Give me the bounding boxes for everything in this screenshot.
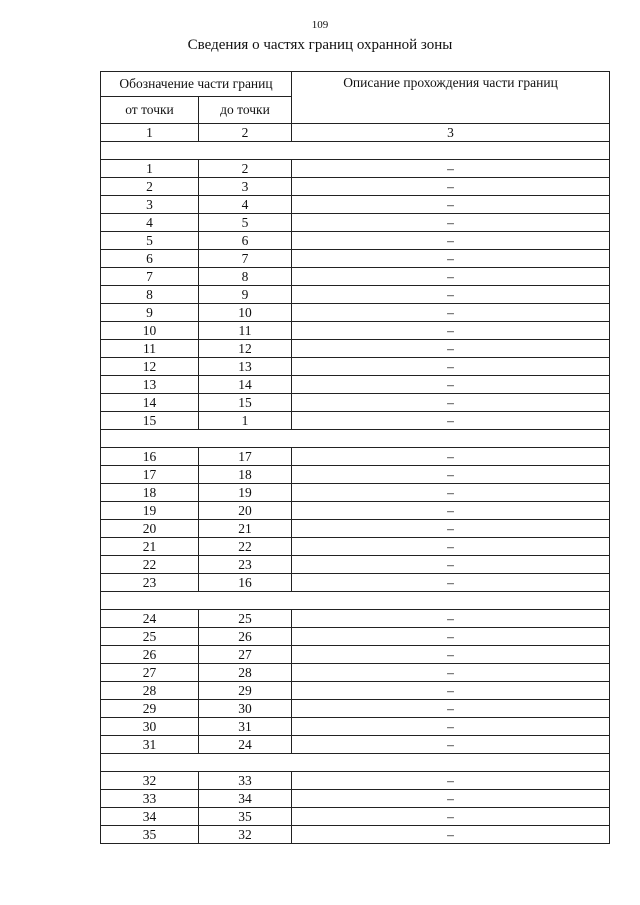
to-point-cell: 2 (199, 160, 292, 178)
section-separator-cell (101, 430, 610, 448)
table-row (101, 718, 610, 736)
section-separator-row (101, 430, 610, 448)
table-row (101, 232, 610, 250)
description-cell: – (292, 394, 610, 412)
table-row (101, 466, 610, 484)
description-cell: – (292, 610, 610, 628)
table-row (101, 412, 610, 430)
section-separator-cell (101, 754, 610, 772)
from-point-cell: 30 (101, 718, 199, 736)
section-separator-row (101, 142, 610, 160)
from-point-cell: 29 (101, 700, 199, 718)
to-point-cell: 16 (199, 574, 292, 592)
from-point-cell: 19 (101, 502, 199, 520)
table-row (101, 682, 610, 700)
from-point-cell: 27 (101, 664, 199, 682)
description-cell: – (292, 322, 610, 340)
to-point-cell: 9 (199, 286, 292, 304)
from-point-cell: 4 (101, 214, 199, 232)
from-point-cell: 1 (101, 160, 199, 178)
table-row (101, 286, 610, 304)
section-separator-row (101, 754, 610, 772)
to-point-cell: 32 (199, 826, 292, 844)
description-cell: – (292, 412, 610, 430)
description-cell: – (292, 178, 610, 196)
from-point-cell: 21 (101, 538, 199, 556)
table-header (101, 72, 610, 142)
to-point-cell: 31 (199, 718, 292, 736)
from-point-cell: 15 (101, 412, 199, 430)
to-point-cell: 22 (199, 538, 292, 556)
from-point-cell: 10 (101, 322, 199, 340)
from-point-cell: 5 (101, 232, 199, 250)
from-point-cell: 28 (101, 682, 199, 700)
table-row (101, 376, 610, 394)
description-cell: – (292, 772, 610, 790)
table-row (101, 826, 610, 844)
table-row (101, 772, 610, 790)
table-row (101, 448, 610, 466)
to-point-cell: 24 (199, 736, 292, 754)
description-cell: – (292, 466, 610, 484)
to-point-cell: 13 (199, 358, 292, 376)
from-point-cell: 11 (101, 340, 199, 358)
table-row (101, 520, 610, 538)
to-point-cell: 27 (199, 646, 292, 664)
description-cell: – (292, 358, 610, 376)
description-cell: – (292, 556, 610, 574)
table-row (101, 484, 610, 502)
section-separator-cell (101, 142, 610, 160)
table-row (101, 538, 610, 556)
to-point-cell: 7 (199, 250, 292, 268)
table-row (101, 214, 610, 232)
table-row (101, 322, 610, 340)
to-point-cell: 30 (199, 700, 292, 718)
header-description: Описание прохождения части границ (292, 72, 610, 124)
to-point-cell: 34 (199, 790, 292, 808)
table-row (101, 160, 610, 178)
to-point-cell: 20 (199, 502, 292, 520)
from-point-cell: 9 (101, 304, 199, 322)
description-cell: – (292, 250, 610, 268)
description-cell: – (292, 502, 610, 520)
section-separator-row (101, 592, 610, 610)
to-point-cell: 12 (199, 340, 292, 358)
from-point-cell: 26 (101, 646, 199, 664)
from-point-cell: 33 (101, 790, 199, 808)
column-number-2: 2 (199, 124, 292, 142)
from-point-cell: 2 (101, 178, 199, 196)
to-point-cell: 6 (199, 232, 292, 250)
to-point-cell: 15 (199, 394, 292, 412)
table-body (101, 142, 610, 844)
description-cell: – (292, 214, 610, 232)
description-cell: – (292, 520, 610, 538)
to-point-cell: 11 (199, 322, 292, 340)
description-cell: – (292, 736, 610, 754)
header-to-point: до точки (199, 97, 292, 124)
to-point-cell: 14 (199, 376, 292, 394)
table-row (101, 790, 610, 808)
table-row (101, 610, 610, 628)
from-point-cell: 31 (101, 736, 199, 754)
from-point-cell: 6 (101, 250, 199, 268)
table-row (101, 196, 610, 214)
table-row (101, 700, 610, 718)
from-point-cell: 24 (101, 610, 199, 628)
table-row (101, 808, 610, 826)
from-point-cell: 17 (101, 466, 199, 484)
from-point-cell: 25 (101, 628, 199, 646)
from-point-cell: 3 (101, 196, 199, 214)
description-cell: – (292, 340, 610, 358)
description-cell: – (292, 448, 610, 466)
from-point-cell: 12 (101, 358, 199, 376)
description-cell: – (292, 790, 610, 808)
description-cell: – (292, 376, 610, 394)
to-point-cell: 29 (199, 682, 292, 700)
column-number-1: 1 (101, 124, 199, 142)
description-cell: – (292, 232, 610, 250)
description-cell: – (292, 700, 610, 718)
column-number-3: 3 (292, 124, 610, 142)
table-row (101, 304, 610, 322)
description-cell: – (292, 808, 610, 826)
description-cell: – (292, 160, 610, 178)
table-row (101, 574, 610, 592)
description-cell: – (292, 646, 610, 664)
description-cell: – (292, 196, 610, 214)
to-point-cell: 17 (199, 448, 292, 466)
table-row (101, 502, 610, 520)
description-cell: – (292, 826, 610, 844)
to-point-cell: 18 (199, 466, 292, 484)
table-row (101, 268, 610, 286)
table-row (101, 628, 610, 646)
table-row (101, 178, 610, 196)
from-point-cell: 13 (101, 376, 199, 394)
from-point-cell: 35 (101, 826, 199, 844)
description-cell: – (292, 484, 610, 502)
description-cell: – (292, 286, 610, 304)
to-point-cell: 10 (199, 304, 292, 322)
from-point-cell: 32 (101, 772, 199, 790)
table-row (101, 250, 610, 268)
to-point-cell: 1 (199, 412, 292, 430)
description-cell: – (292, 304, 610, 322)
to-point-cell: 35 (199, 808, 292, 826)
description-cell: – (292, 718, 610, 736)
from-point-cell: 14 (101, 394, 199, 412)
from-point-cell: 23 (101, 574, 199, 592)
description-cell: – (292, 682, 610, 700)
table-row (101, 340, 610, 358)
description-cell: – (292, 268, 610, 286)
to-point-cell: 21 (199, 520, 292, 538)
boundary-parts-table (100, 71, 610, 844)
to-point-cell: 23 (199, 556, 292, 574)
from-point-cell: 20 (101, 520, 199, 538)
from-point-cell: 22 (101, 556, 199, 574)
from-point-cell: 16 (101, 448, 199, 466)
from-point-cell: 7 (101, 268, 199, 286)
to-point-cell: 8 (199, 268, 292, 286)
table-row (101, 394, 610, 412)
description-cell: – (292, 628, 610, 646)
table-row (101, 736, 610, 754)
to-point-cell: 25 (199, 610, 292, 628)
header-boundary-designation: Обозначение части границ (101, 72, 292, 97)
to-point-cell: 19 (199, 484, 292, 502)
to-point-cell: 26 (199, 628, 292, 646)
from-point-cell: 8 (101, 286, 199, 304)
to-point-cell: 3 (199, 178, 292, 196)
to-point-cell: 4 (199, 196, 292, 214)
table-row (101, 664, 610, 682)
table-row (101, 358, 610, 376)
document-title: Сведения о частях границ охранной зоны (187, 37, 453, 53)
description-cell: – (292, 574, 610, 592)
section-separator-cell (101, 592, 610, 610)
table-row (101, 556, 610, 574)
from-point-cell: 34 (101, 808, 199, 826)
table-row (101, 646, 610, 664)
description-cell: – (292, 538, 610, 556)
to-point-cell: 5 (199, 214, 292, 232)
to-point-cell: 33 (199, 772, 292, 790)
description-cell: – (292, 664, 610, 682)
page-number: 109 (311, 19, 329, 31)
from-point-cell: 18 (101, 484, 199, 502)
to-point-cell: 28 (199, 664, 292, 682)
header-from-point: от точки (101, 97, 199, 124)
